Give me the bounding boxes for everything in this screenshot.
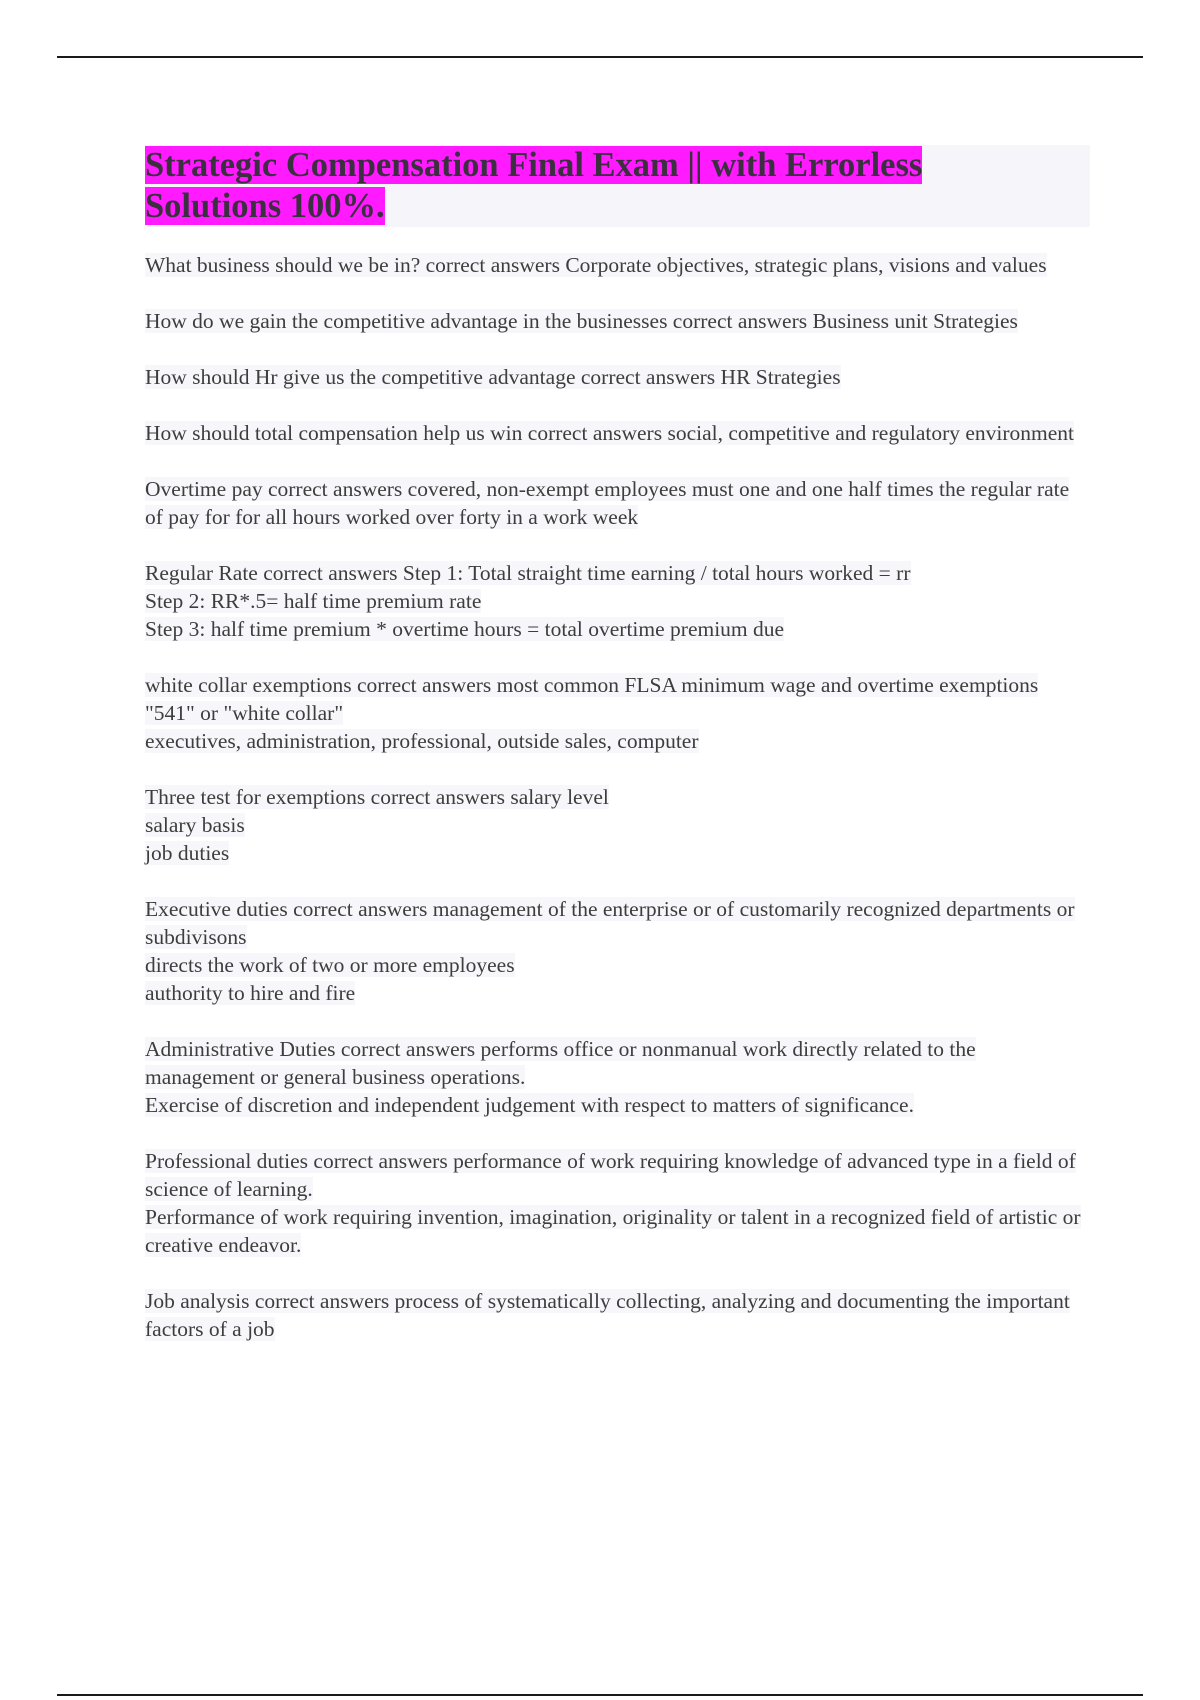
qa-line xyxy=(145,811,1090,839)
qa-line-text: Performance of work requiring invention, imagination, originality or talent in a recognized field of artistic or creative endeavor. xyxy=(145,1205,1081,1257)
qa-line xyxy=(145,951,1090,979)
qa-line xyxy=(145,1203,1090,1259)
qa-entry xyxy=(145,671,1090,755)
qa-line xyxy=(145,307,1090,335)
qa-line xyxy=(145,1287,1090,1343)
qa-line xyxy=(145,363,1090,391)
top-rule xyxy=(57,56,1143,58)
qa-list xyxy=(145,251,1090,1343)
qa-entry xyxy=(145,895,1090,1007)
qa-line-text: Executive duties correct answers management of the enterprise or of customarily recognized departments or subdivisons xyxy=(145,897,1075,949)
qa-line-text: How should total compensation help us win correct answers social, competitive and regulatory environment xyxy=(145,421,1075,445)
qa-entry xyxy=(145,419,1090,447)
qa-line xyxy=(145,727,1090,755)
qa-line xyxy=(145,559,1090,587)
qa-line-text: What business should we be in? correct answers Corporate objectives, strategic plans, visions and values xyxy=(145,253,1047,277)
qa-line-text: executives, administration, professional, outside sales, computer xyxy=(145,729,699,753)
qa-line-text: directs the work of two or more employees xyxy=(145,953,515,977)
qa-line xyxy=(145,475,1090,531)
qa-line xyxy=(145,587,1090,615)
qa-line xyxy=(145,615,1090,643)
document-body xyxy=(145,145,1090,1371)
qa-entry xyxy=(145,307,1090,335)
qa-entry xyxy=(145,559,1090,643)
qa-entry xyxy=(145,1147,1090,1259)
qa-entry xyxy=(145,363,1090,391)
qa-line-text: Administrative Duties correct answers performs office or nonmanual work directly related to the management or general business operations. xyxy=(145,1037,976,1089)
qa-entry xyxy=(145,1287,1090,1343)
qa-line xyxy=(145,1035,1090,1091)
qa-line-text: salary basis xyxy=(145,813,245,837)
qa-line xyxy=(145,979,1090,1007)
qa-line-text: Step 2: RR*.5= half time premium rate xyxy=(145,589,482,613)
qa-line xyxy=(145,671,1090,727)
qa-entry xyxy=(145,251,1090,279)
qa-line xyxy=(145,1147,1090,1203)
qa-line-text: Overtime pay correct answers covered, non-exempt employees must one and one half times the regular rate of pay for for all hours worked over forty in a work week xyxy=(145,477,1070,529)
qa-line-text: authority to hire and fire xyxy=(145,981,356,1005)
qa-line-text: Regular Rate correct answers Step 1: Total straight time earning / total hours worked = rr xyxy=(145,561,911,585)
title-band xyxy=(145,145,1090,227)
qa-line-text: Professional duties correct answers performance of work requiring knowledge of advanced type in a field of science of learning. xyxy=(145,1149,1076,1201)
qa-line-text: Job analysis correct answers process of systematically collecting, analyzing and documenting the important factors of a job xyxy=(145,1289,1070,1341)
bottom-rule xyxy=(57,1694,1143,1696)
qa-line xyxy=(145,1091,1090,1119)
qa-line xyxy=(145,783,1090,811)
qa-entry xyxy=(145,1035,1090,1119)
qa-line xyxy=(145,839,1090,867)
qa-entry xyxy=(145,783,1090,867)
qa-line-text: Exercise of discretion and independent judgement with respect to matters of significance. xyxy=(145,1093,914,1117)
qa-line-text: Three test for exemptions correct answers salary level xyxy=(145,785,609,809)
qa-line-text: white collar exemptions correct answers most common FLSA minimum wage and overtime exemptions "541" or "white collar" xyxy=(145,673,1039,725)
qa-line xyxy=(145,419,1090,447)
qa-line-text: job duties xyxy=(145,841,230,865)
qa-entry xyxy=(145,475,1090,531)
title-highlight: Strategic Compensation Final Exam || with Errorless Solutions 100%. xyxy=(145,146,923,225)
document-title xyxy=(145,145,975,227)
qa-line-text: Step 3: half time premium * overtime hours = total overtime premium due xyxy=(145,617,785,641)
qa-line-text: How do we gain the competitive advantage in the businesses correct answers Business unit Strategies xyxy=(145,309,1018,333)
qa-line xyxy=(145,251,1090,279)
qa-line-text: How should Hr give us the competitive advantage correct answers HR Strategies xyxy=(145,365,841,389)
qa-line xyxy=(145,895,1090,951)
